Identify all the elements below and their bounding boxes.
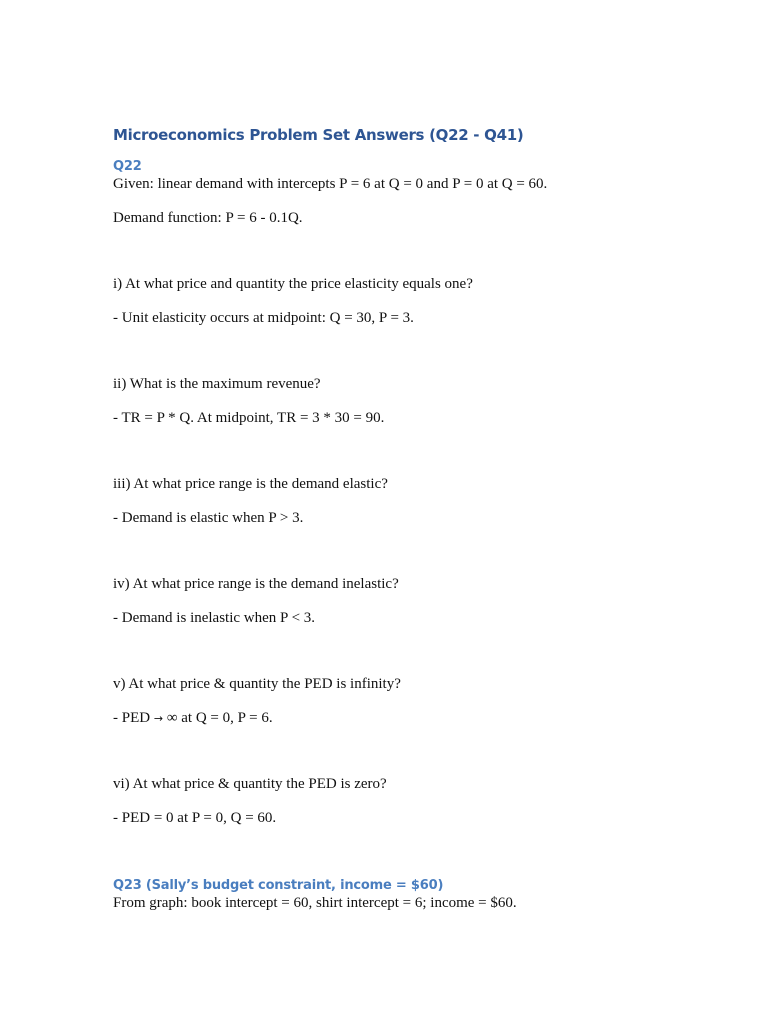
q22-question-iv: iv) At what price range is the demand inelastic?	[113, 576, 399, 592]
document-content	[113, 122, 713, 912]
q22-given: Given: linear demand with intercepts P = 6 at Q = 0 and P = 0 at Q = 60.	[113, 176, 548, 192]
q22-answer-iii: - Demand is elastic when P > 3.	[113, 510, 304, 526]
q22-answer-vi: - PED = 0 at P = 0, Q = 60.	[113, 810, 277, 826]
spacer	[113, 727, 713, 776]
q22-question-v: v) At what price & quantity the PED is infinity?	[113, 676, 401, 692]
q22-answer-iv: - Demand is inelastic when P < 3.	[113, 610, 316, 626]
section-heading-q23: Q23 (Sally’s budget constraint, income = $60)	[113, 878, 444, 893]
document-title: Microeconomics Problem Set Answers (Q22 - Q41)	[113, 126, 524, 144]
q22-answer-ii: - TR = P * Q. At midpoint, TR = 3 * 30 = 90.	[113, 410, 385, 426]
q22-question-i: i) At what price and quantity the price elasticity equals one?	[113, 276, 473, 292]
spacer	[113, 527, 713, 576]
q22-demand-function: Demand function: P = 6 - 0.1Q.	[113, 210, 303, 226]
section-heading-q22: Q22	[113, 159, 142, 174]
spacer	[113, 693, 713, 710]
spacer	[113, 293, 713, 310]
q22-answer-v	[113, 710, 713, 727]
spacer	[113, 227, 713, 276]
spacer	[113, 793, 713, 810]
spacer	[113, 493, 713, 510]
q22-question-ii: ii) What is the maximum revenue?	[113, 376, 321, 392]
q22-question-vi: vi) At what price & quantity the PED is zero?	[113, 776, 387, 792]
spacer	[113, 827, 713, 877]
answer-v-suffix: ∞ at Q = 0, P = 6.	[163, 710, 273, 726]
q22-question-iii: iii) At what price range is the demand elastic?	[113, 476, 388, 492]
spacer	[113, 327, 713, 376]
spacer	[113, 593, 713, 610]
spacer	[113, 193, 713, 210]
spacer	[113, 627, 713, 676]
right-arrow-symbol: →	[153, 712, 164, 725]
spacer	[113, 427, 713, 476]
q23-given: From graph: book intercept = 60, shirt intercept = 6; income = $60.	[113, 895, 517, 911]
spacer	[113, 393, 713, 410]
answer-v-prefix: - PED	[113, 710, 154, 726]
q22-answer-i: - Unit elasticity occurs at midpoint: Q = 30, P = 3.	[113, 310, 414, 326]
